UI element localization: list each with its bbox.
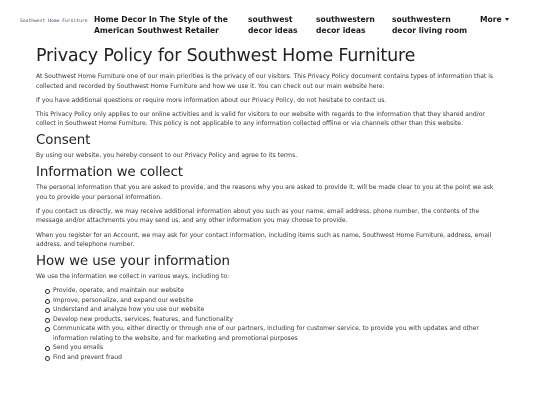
- nav-link-home-decor-retailer[interactable]: Home Decor In The Style of the American Southwest Retailer: [94, 15, 228, 35]
- intro-paragraph: At Southwest Home Furniture one of our main priorities is the privacy of our visitors. This Privacy Policy document contains types of information that is collected and recorded by Southwest Home Furniture and how we use it. You can check out our main website here:: [36, 73, 494, 90]
- nav-link-southwestern-decor-ideas[interactable]: southwestern decor ideas: [316, 15, 375, 35]
- caret-down-icon: [505, 18, 509, 21]
- how-we-use-heading: How we use your information: [36, 254, 230, 270]
- information-collect-paragraph: The personal information that you are asked to provide, and the reasons why you are asked to provide it, will be made clear to you at the point we ask you to provide your personal information.: [36, 184, 494, 201]
- nav-link-southwestern-decor-living-room[interactable]: southwestern decor living room: [392, 15, 468, 35]
- list-item: Communicate with you, either directly or through one of our partners, including for customer service, to provide you with updates and other information relating to the website, and for marketing and promotional purposes: [36, 324, 506, 343]
- intro-paragraph: If you have additional questions or require more information about our Privacy Policy, do not hesitate to contact us.: [36, 96, 387, 104]
- list-item: Find and prevent fraud: [36, 353, 506, 363]
- nav-more-dropdown[interactable]: [480, 14, 509, 25]
- privacy-policy-content: [36, 45, 506, 362]
- consent-heading: Consent: [36, 133, 91, 149]
- list-item: Develop new products, services, features, and functionality: [36, 315, 506, 325]
- list-item: Send you emails: [36, 343, 506, 353]
- information-collect-paragraph: If you contact us directly, we may receive additional information about you such as your name, email address, phone number, the contents of the message and/or attachments you may send us, and any other information you may choose to provide.: [36, 207, 480, 225]
- list-item: Understand and analyze how you use our website: [36, 305, 506, 315]
- how-we-use-intro: We use the information we collect in various ways, including to:: [36, 273, 230, 281]
- nav-link-southwest-decor-ideas[interactable]: southwest decor ideas: [248, 15, 298, 35]
- brand-logo-link[interactable]: Southwest Home Furniture: [20, 19, 88, 24]
- intro-paragraph: This Privacy Policy only applies to our online activities and is valid for visitors to our website with regards to the information that they shared and/or collect in Southwest Home Furniture. This policy is not applicable to any information collected offline or via channels other than this website.: [36, 110, 485, 128]
- information-collect-paragraph: When you register for an Account, we may ask for your contact information, including items such as name, Southwest Home Furniture, address, email address, and telephone number.: [36, 231, 492, 249]
- list-item: Improve, personalize, and expand our website: [36, 296, 506, 306]
- top-navbar: [0, 0, 540, 44]
- consent-paragraph: By using our website, you hereby consent to our Privacy Policy and agree to its terms.: [36, 152, 298, 160]
- list-item: Provide, operate, and maintain our website: [36, 286, 506, 296]
- nav-more-label: More: [480, 15, 502, 24]
- page-title: Privacy Policy for Southwest Home Furniture: [36, 46, 416, 66]
- how-we-use-list: [36, 286, 506, 362]
- information-collect-heading: Information we collect: [36, 165, 183, 181]
